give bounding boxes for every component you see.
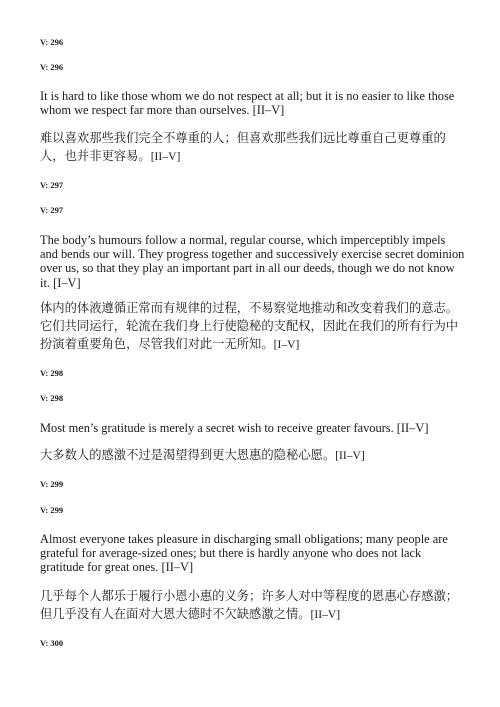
verse-label: V: 299: [40, 505, 64, 515]
verse-label: V: 297: [40, 205, 64, 215]
chinese-maxim: [40, 587, 465, 624]
verse-label: V: 298: [40, 393, 64, 403]
chinese-text: 大多数人的感激不过是渴望得到更大恩惠的隐秘心愿。: [40, 448, 336, 462]
chinese-source-tag: [II–V]: [335, 449, 365, 462]
verse-label: V: 296: [40, 62, 64, 72]
chinese-maxim: [40, 129, 465, 166]
verse-label: V: 299: [40, 479, 64, 489]
chinese-text: 难以喜欢那些我们完全不尊重的人；但喜欢那些我们远比尊重自己更尊重的人，也并非更容易。: [40, 131, 446, 163]
verse-label: V: 297: [40, 180, 64, 190]
chinese-source-tag: [I–V]: [273, 338, 300, 351]
english-maxim: Most men’s gratitude is merely a secret wish to receive greater favours. [II–V]: [40, 421, 429, 435]
chinese-text: 几乎每个人都乐于履行小恩小惠的义务；许多人对中等程度的恩惠心存感激；但几乎没有人在面对大恩大德时不欠缺感激之情。: [40, 589, 459, 621]
verse-label: V: 296: [40, 37, 64, 47]
english-maxim: The body’s humours follow a normal, regular course, which imperceptibly impels and bends our will. They progress together and successively exercise secret dominion over us, so that they play an important part in all our deeds, though we do not know it. [I–V]: [40, 233, 465, 290]
chinese-maxim: [40, 299, 465, 354]
verse-label: V: 298: [40, 368, 64, 378]
chinese-text: 体内的体液遵循正常而有规律的过程，不易察觉地推动和改变着我们的意志。它们共同运行，轮流在我们身上行使隐秘的支配权，因此在我们的所有行为中扮演着重要角色，尽管我们对此一无所知。: [40, 301, 459, 351]
verse-label: V: 300: [40, 638, 64, 648]
chinese-source-tag: [II–V]: [310, 608, 341, 621]
chinese-source-tag: [II–V]: [150, 150, 181, 163]
english-maxim: Almost everyone takes pleasure in discharging small obligations; many people are grateful for average-sized ones; but there is hardly anyone who does not lack gratitude for great ones. [II–V]: [40, 532, 448, 575]
english-maxim: It is hard to like those whom we do not respect at all; but it is no easier to like those whom we respect far more than ourselves. [II–V]: [40, 89, 455, 118]
chinese-maxim: [40, 446, 465, 465]
